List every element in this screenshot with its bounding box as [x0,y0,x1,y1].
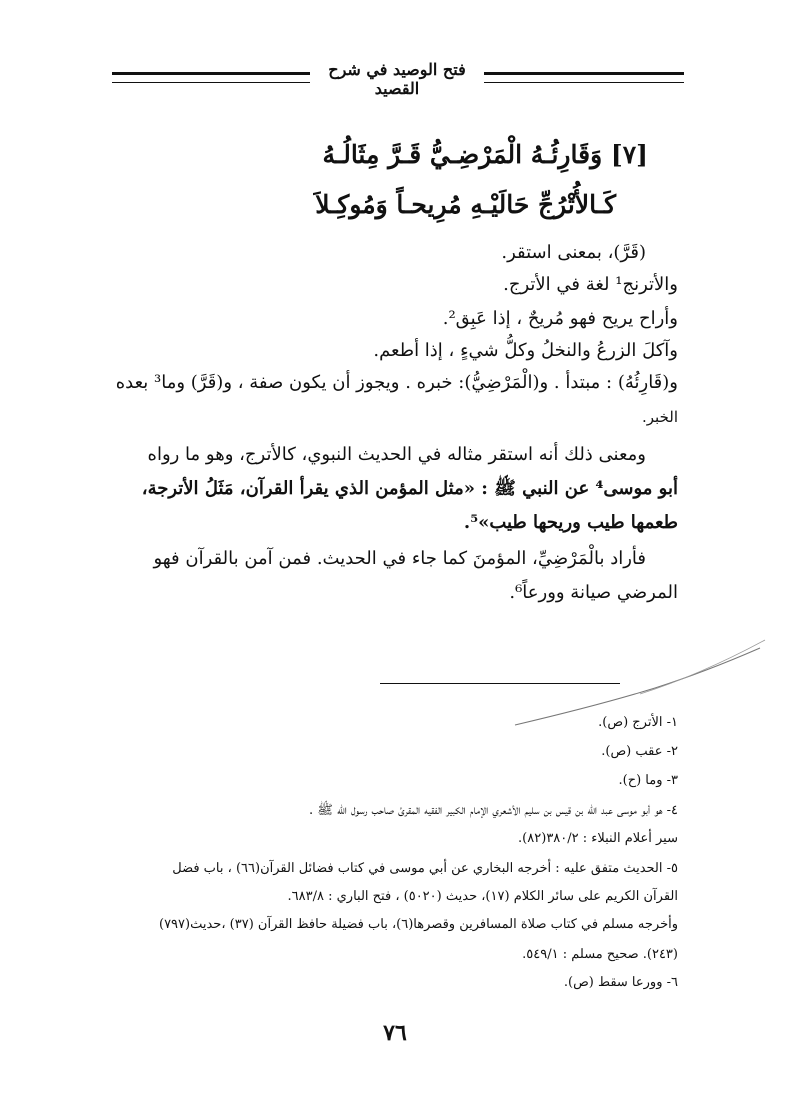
body-line-1: (قَرَّ)، بمعنى استقر. [501,242,646,263]
footnote-4: ٤- هو أبو موسى عبد الله بن قيس بن سليم الأشعري الإمام الكبير الفقيه المقرئ صاحب رسول الله ﷺ . [309,803,678,818]
footnote-4-ref: سير أعلام النبلاء : ٣٨٠/٢(٨٢). [518,831,678,846]
body-line-11: المرضي صيانة وورعاً⁶. [509,582,678,603]
body-line-3: وأراح يريح فهو مُريحٌ ، إذا عَبِق². [442,308,678,329]
body-line-7: ومعنى ذلك أنه استقر مثاله في الحديث النبوي، كالأترج، وهو ما رواه [147,444,646,465]
verse-line-2: كَـالأُتْرُجِّ حَالَيْـهِ مُرِيحـاً وَمُوكِـلاَ [315,190,616,219]
footnote-5-cont-3: (٢٤٣). صحيح مسلم : ٥٤٩/١. [522,947,678,962]
footnote-3: ٣- وما (ح). [618,773,678,788]
footnote-1: ١- الأترج (ص). [598,715,678,730]
body-line-9: طعمها طيب وريحها طيب»⁵. [463,512,678,533]
body-line-2: والأترنج¹ لغة في الأترج. [503,274,678,295]
body-line-10: فأراد بالْمَرْضِيِّ، المؤمنَ كما جاء في الحديث. فمن آمن بالقرآن فهو [153,548,646,569]
footnote-5-cont-2: وأخرجه مسلم في كتاب صلاة المسافرين وقصرها(٦)، باب فضيلة حافظ القرآن (٣٧) ،حديث(٧٩٧) [158,917,678,932]
footnote-2: ٢- عقب (ص). [601,744,678,759]
header-title: فتح الوصيد في شرح القصيد [328,60,466,98]
footnote-5: ٥- الحديث متفق عليه : أخرجه البخاري عن أبي موسى في كتاب فضائل القرآن(٦٦) ، باب فضل [172,861,678,876]
body-line-4: وآكلَ الزرعُ والنخلُ وكلُّ شيءٍ ، إذا أطعم. [373,340,678,361]
verse-line-1-text: وَقَارِئُـهُ الْمَرْضِـيُّ قَـرَّ مِثَالُـهُ [322,140,603,169]
body-line-5: و(قَارِئُهُ) : مبتدأ . و(الْمَرْضِيُّ): خبره . ويجوز أن يكون صفة ، و(قَرَّ) وما³ بعده [115,372,678,393]
verse-number: [٧] [610,140,648,169]
body-line-6: الخبر. [642,408,678,426]
body-line-8: أبو موسى⁴ عن النبي ﷺ : «مثل المؤمن الذي يقرأ القرآن، مَثَلُ الأترجة، [141,478,678,499]
page-number: ٧٦ [383,1020,407,1046]
footnote-6: ٦- وورعا سقط (ص). [563,975,678,990]
footnote-5-cont-1: القرآن الكريم على سائر الكلام (١٧)، حديث (٥٠٢٠) ، فتح الباري : ٦٨٣/٨. [287,889,678,904]
